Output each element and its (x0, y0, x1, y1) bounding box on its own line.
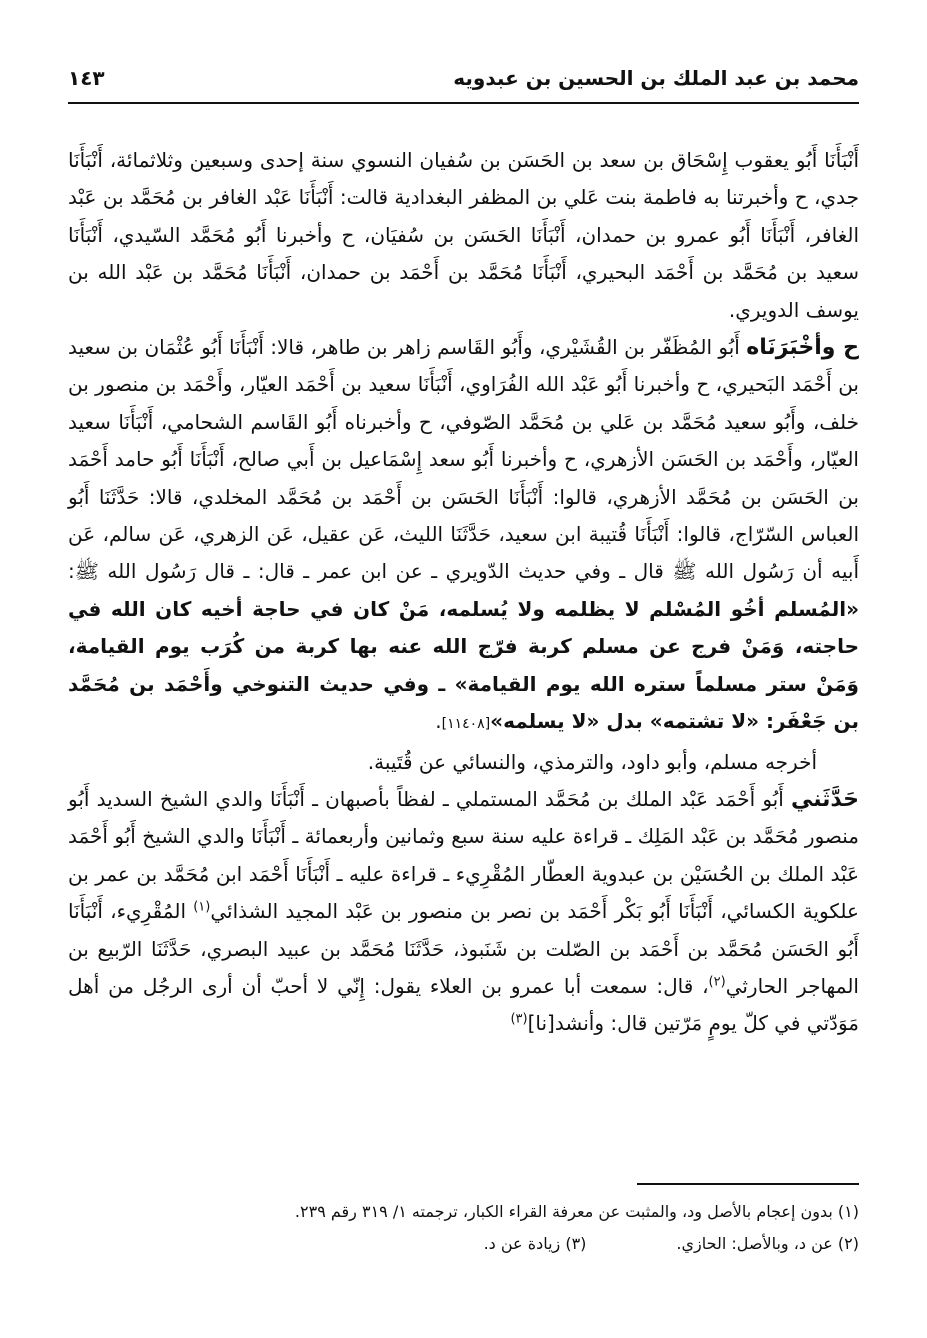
footnote-2: (٢) عن د، وبالأصل: الحازي. (676, 1234, 859, 1253)
sentence-end: . (435, 709, 442, 734)
main-text (68, 142, 859, 1043)
narration-text: ، قال: سمعت أبا عمرو بن العلاء يقول: إِنّي لا أحبّ أن أرى الرجُل من أهل مَوَدّتي في كلّ يومٍ مَرّتين قال: وأنشد[نا] (68, 973, 859, 1036)
hadith-reference-number: [١١٤٠٨] (441, 716, 491, 733)
footnote-divider (637, 1183, 859, 1185)
footnote-marker-3[interactable]: (٣) (510, 1011, 528, 1027)
paragraph-hadith (68, 329, 859, 743)
footnote-row (68, 1228, 859, 1260)
footnote-marker-2[interactable]: (٢) (708, 974, 726, 990)
paragraph-lead: حَدَّثَني (790, 786, 859, 812)
isnad-chain: المُقْرِيء، أَنْبَأَنَا أَبُو الحَسَن مُحَمَّد بن أَحْمَد بن الصّلت بن شَنَبوذ، حَدَّثَنَا مُحَمَّد بن عبيد البصري، حَدَّثَنَا الرّبيع بن المهاجر الحارثي (68, 899, 859, 998)
paragraph-takhrij: أخرجه مسلم، وأبو داود، والترمذي، والنسائي عن قُتَيبة. (367, 749, 817, 774)
footnote-3: (٣) زيادة عن د. (483, 1234, 587, 1253)
isnad-chain: أَبُو أَحْمَد عَبْد الملك بن مُحَمَّد المستملي ـ لفظاً بأصبهان ـ أَنْبَأَنَا والدي الشيخ السديد أَبُو منصور مُحَمَّد بن عَبْد المَلِك ـ قراءة عليه سنة سبع وثمانين وأربعمائة ـ أَنْبَأَنَا والدي الشيخ أَبُو أَحْمَد عَبْد الملك بن الحُسَيْن بن عبدوية العطّار المُقْرِيء ـ قراءة عليه ـ أَنْبَأَنَا أَحْمَد ابن مُحَمَّد بن عمر بن علكوية الكسائي، أَنْبَأَنَا أَبُو بَكْر أَحْمَد بن نصر بن منصور بن عَبْد المجيد الشذائي (68, 786, 859, 924)
footnotes (68, 1196, 859, 1260)
paragraph-isnad-2 (68, 781, 859, 1043)
footnote-marker-1[interactable]: (١) (193, 899, 211, 915)
hadith-text: «المُسلم أخُو المُسْلم لا يظلمه ولا يُسلمه، مَنْ كان في حاجة أخيه كان الله في حاجته، وَمَنْ فرج عن مسلم كربة فرّج الله عنه بها كربة من كُرَب يوم القيامة، وَمَنْ ستر مسلماً ستره الله يوم القيامة» ـ وفي حديث التنوخي وأَحْمَد بن مُحَمَّد بن جَعْفَر: «لا تشتمه» بدل «لا يسلمه» (68, 596, 859, 734)
paragraph-lead: ح وأخْبَرَنَاه (746, 335, 859, 361)
page-number: ١٤٣ (68, 66, 105, 90)
isnad-chain: أَبُو المُظَفّر بن القُشَيْري، وأَبُو القَاسم زاهر بن طاهر، قالا: أَنْبَأَنَا أَبُو عُثْمَان بن سعيد بن أَحْمَد البَحيري، ح وأخبرنا أَبُو عَبْد الله الفُرَاوي، أَنْبَأَنَا سعيد بن أَحْمَد العيّار، وأَحْمَد بن منصور بن خلف، وأَبُو سعيد مُحَمَّد بن عَلي بن مُحَمَّد الصّوفي، ح وأخبرناه أَبُو القَاسم الشحامي، أَنْبَأَنَا سعيد العيّار، وأَحْمَد بن الحَسَن الأزهري، ح وأخبرنا أَبُو سعد إِسْمَاعيل بن أَبي صالح، أَنْبَأَنَا أَبُو حامد أَحْمَد بن الحَسَن بن مُحَمَّد الأزهري، قالوا: أَنْبَأَنَا الحَسَن بن أَحْمَد بن مُحَمَّد المخلدي، قالا: حَدَّثَنَا أَبُو العباس السّرّاج، قالوا: أَنْبَأَنَا قُتيبة ابن سعيد، حَدَّثَنَا الليث، عَن عقيل، عَن الزهري، عَن سالم، عَن أَبيه أن رَسُول الله ﷺ قال ـ وفي حديث الدّويري ـ عن ابن عمر ـ قال: ـ قال رَسُول الله ﷺ: (68, 335, 859, 584)
page-header (68, 62, 859, 104)
running-title: محمد بن عبد الملك بن الحسين بن عبدويه (453, 66, 859, 90)
footnote-1: (١) بدون إعجام بالأصل ود، والمثبت عن معرفة القراء الكبار، ترجمته ١/ ٣١٩ رقم ٢٣٩. (294, 1202, 859, 1221)
paragraph-isnad-1: أَنْبَأَنَا أَبُو يعقوب إِسْحَاق بن سعد بن الحَسَن بن سُفيان النسوي سنة إحدى وسبعين وثلاثمائة، أَنْبَأَنَا جدي، ح وأخبرتنا به فاطمة بنت عَلي بن المظفر البغدادية قالت: أَنْبَأَنَا عَبْد الغافر بن مُحَمَّد بن عَبْد الغافر، أَنْبَأَنَا أَبُو عمرو بن حمدان، أَنْبَأَنَا الحَسَن بن سُفيَان، ح وأخبرنا أَبُو مُحَمَّد السّيدي، أَنْبَأَنَا سعيد بن مُحَمَّد بن أَحْمَد البحيري، أَنْبَأَنَا مُحَمَّد بن أَحْمَد بن حمدان، أَنْبَأَنَا مُحَمَّد بن عَبْد الله بن يوسف الدويري. (68, 148, 859, 322)
